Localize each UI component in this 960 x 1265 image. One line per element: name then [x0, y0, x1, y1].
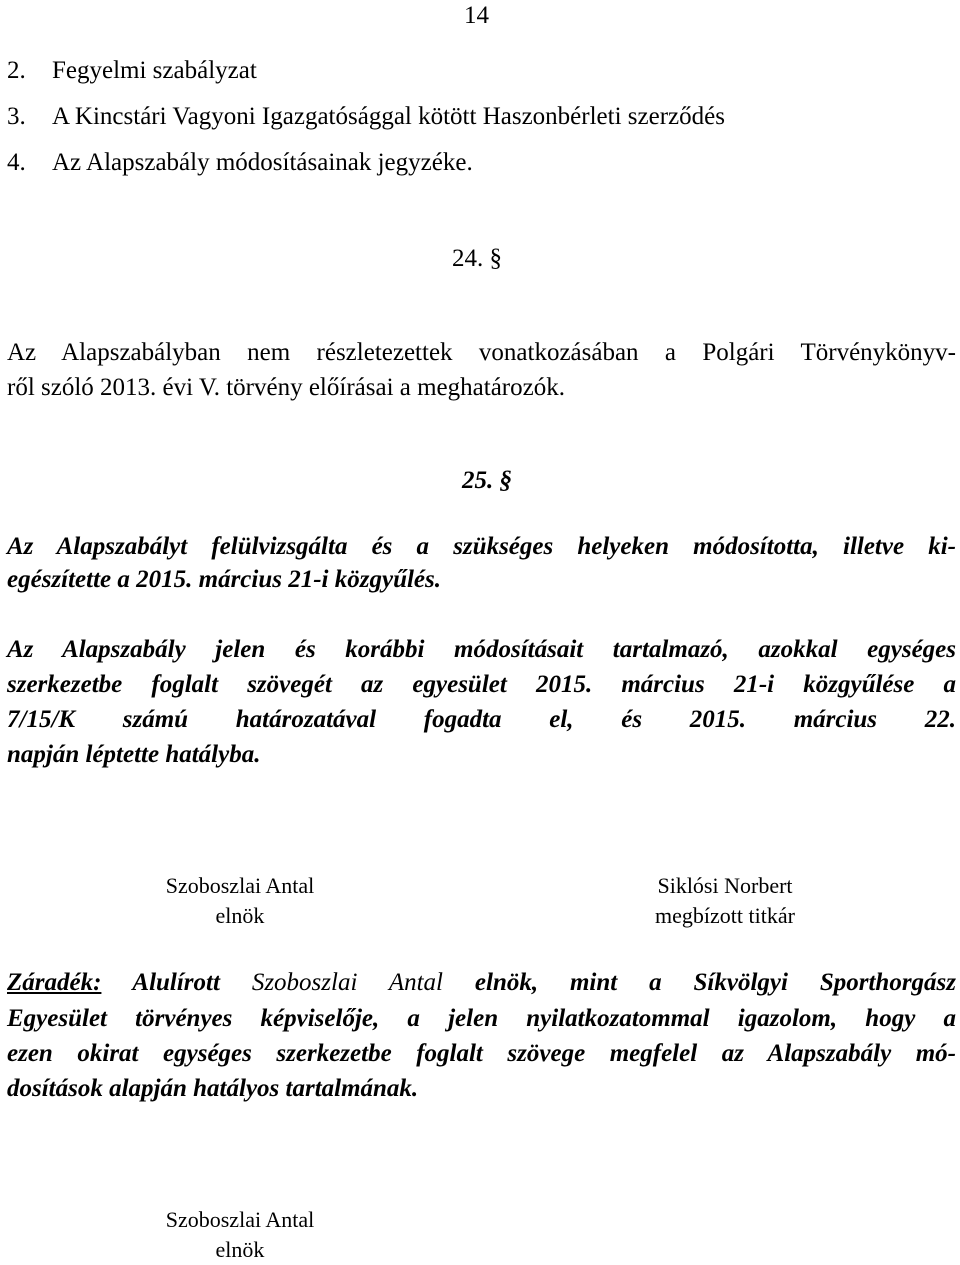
list-item	[7, 149, 473, 177]
list-item	[7, 57, 257, 85]
list-item-text: Az Alapszabály módosításainak jegyzéke.	[52, 149, 473, 176]
signatory-name: Siklósi Norbert	[657, 873, 793, 898]
section-25-heading: 25. §	[462, 467, 512, 494]
list-item-number: 3.	[7, 103, 26, 130]
signatory-role: megbízott titkár	[655, 903, 795, 928]
signature-final	[140, 1205, 340, 1265]
page-number: 14	[464, 2, 489, 29]
list-item-text: A Kincstári Vagyoni Igazgatósággal kötött Haszonbérleti szerződés	[52, 103, 725, 130]
clause-line: Egyesület törvényes képviselője, a jelen nyilatkozatommal igazolom, hogy a	[7, 1005, 956, 1032]
signatory-name: Szoboszlai Antal	[165, 1207, 315, 1232]
clause-label: Záradék:	[7, 969, 102, 996]
section-24-line: ről szóló 2013. évi V. törvény előírásai a meghatározók.	[7, 374, 565, 401]
signature-right	[610, 871, 840, 931]
list-item-number: 2.	[7, 57, 26, 84]
signatory-role: elnök	[215, 903, 265, 928]
section-24-heading: 24. §	[452, 245, 502, 272]
signatory-name: Szoboszlai Antal	[165, 873, 315, 898]
section-25-paragraph-line: Az Alapszabály jelen és korábbi módosításait tartalmazó, azokkal egységes	[7, 636, 956, 663]
list-item-number: 4.	[7, 149, 26, 176]
section-25-paragraph-line: egészítette a 2015. március 21-i közgyűlés.	[7, 566, 441, 593]
section-24-line: Az Alapszabályban nem részletezettek vonatkozásában a Polgári Törvénykönyv-	[7, 339, 956, 366]
clause-line: ezen okirat egységes szerkezetbe foglalt szövege megfelel az Alapszabály mó-	[7, 1040, 956, 1067]
clause-text: Alulírott	[132, 969, 220, 996]
list-item-text: Fegyelmi szabályzat	[52, 57, 257, 84]
list-item	[7, 103, 725, 131]
section-25-paragraph-line: napján léptette hatályba.	[7, 741, 261, 768]
clause-signatory-name: Szoboszlai Antal	[251, 969, 444, 996]
clause-line: dosítások alapján hatályos tartalmának.	[7, 1075, 419, 1102]
signature-left	[140, 871, 340, 931]
section-25-paragraph-line: Az Alapszabályt felülvizsgálta és a szükséges helyeken módosította, illetve ki-	[7, 533, 956, 560]
clause-text: elnök, mint a Síkvölgyi Sporthorgász	[474, 969, 957, 996]
clause-line	[7, 969, 956, 997]
section-25-paragraph-line: szerkezetbe foglalt szövegét az egyesület 2015. március 21-i közgyűlése a	[7, 671, 956, 698]
section-25-paragraph-line: 7/15/K számú határozatával fogadta el, és 2015. március 22.	[7, 706, 956, 733]
signatory-role: elnök	[215, 1237, 265, 1262]
